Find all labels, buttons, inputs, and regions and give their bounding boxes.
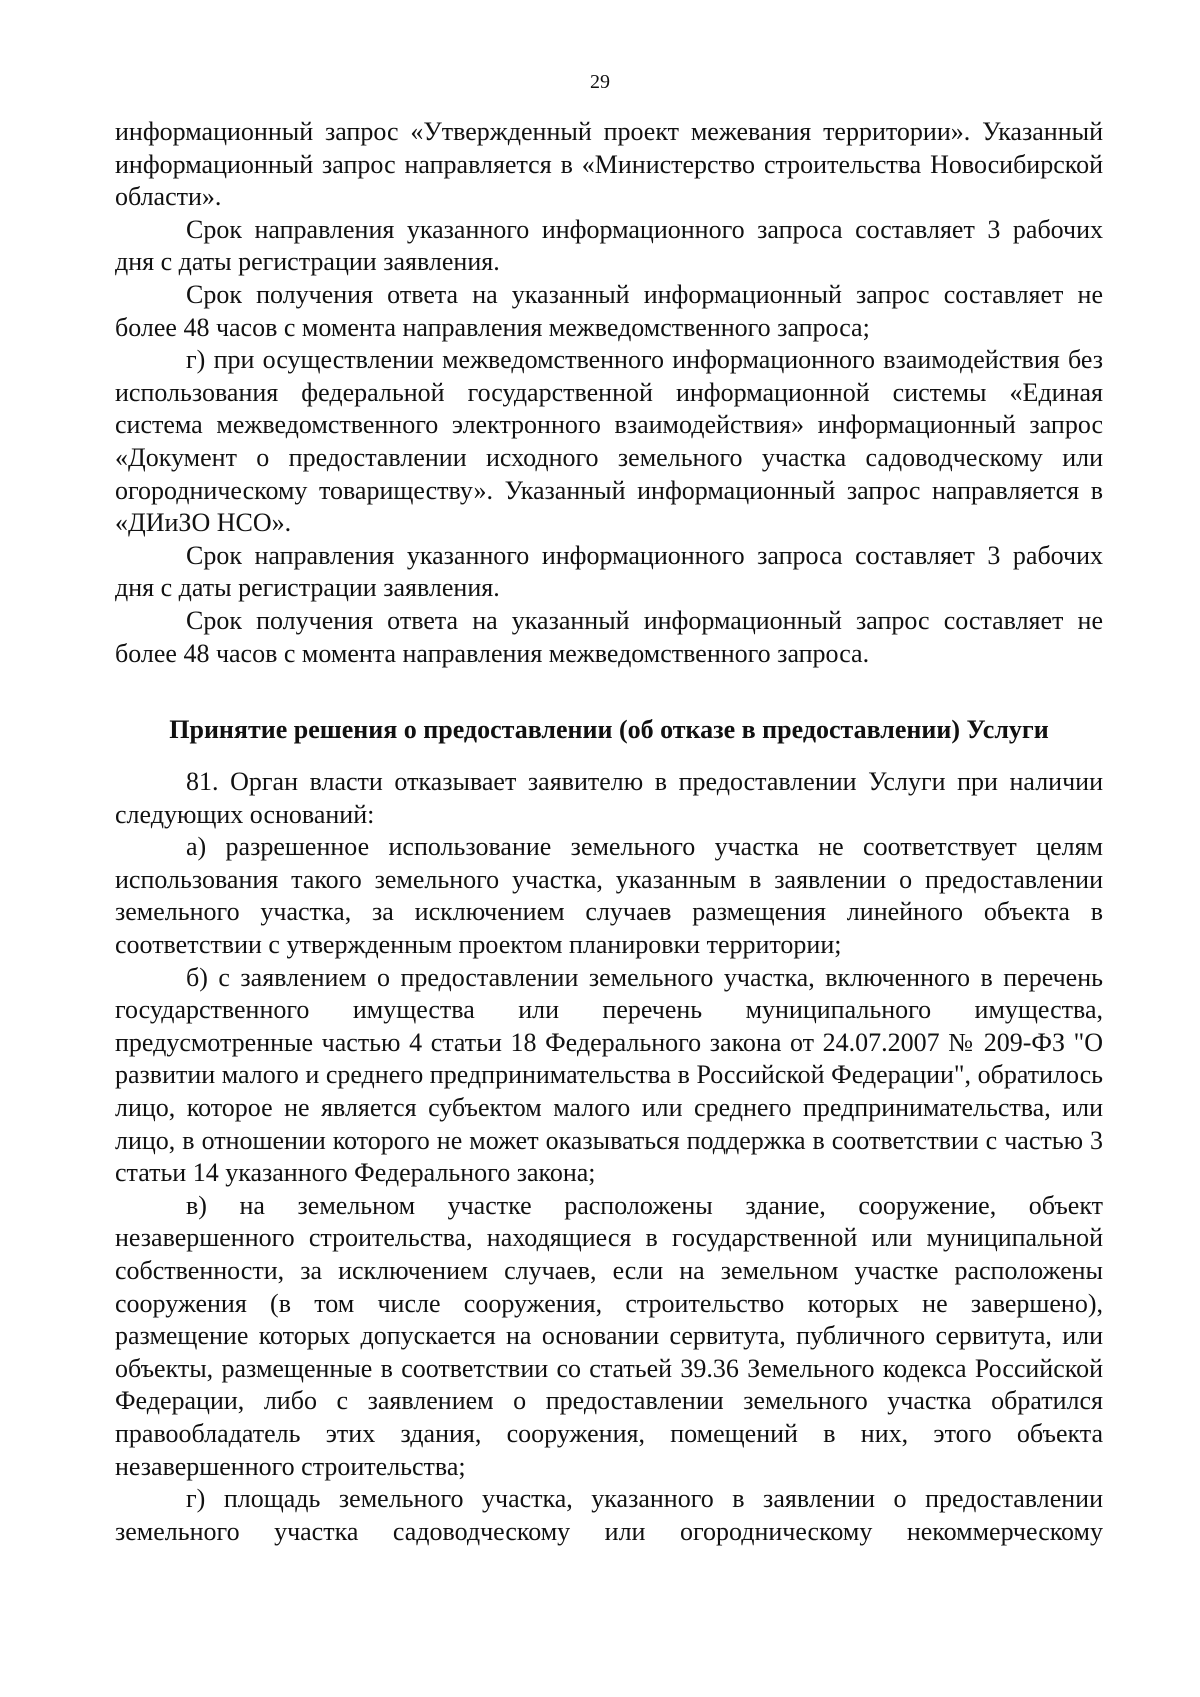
paragraph: Срок направления указанного информационного запроса составляет 3 рабочих дня с даты регистрации заявления.	[115, 214, 1103, 277]
paragraph-item-g-2: г) площадь земельного участка, указанного в заявлении о предоставлении земельного участка садоводческому или огородническому некоммерческому	[115, 1484, 1103, 1546]
page-number: 29	[590, 71, 610, 93]
paragraph-item-g: г) при осуществлении межведомственного информационного взаимодействия без использования федеральной государственной информационной системы «Единая система межведомственного электронного взаимодействия» информационный запрос «Документ о предоставлении исходного земельного участка садоводческому или огородническому товариществу». Указанный информационный запрос направляется в «ДИиЗО НСО».	[115, 345, 1103, 538]
paragraph-item-v: в) на земельном участке расположены здание, сооружение, объект незавершенного строительства, находящиеся в государственной или муниципальной собственности, за исключением случаев, если на земельном участке расположены сооружения (в том числе сооружения, строительство которых не завершено), размещение которых допускается на основании сервитута, публичного сервитута, или объекты, размещенные в соответствии со статьей 39.36 Земельного кодекса Российской Федерации, либо с заявлением о предоставлении земельного участка обратился правообладатель этих здания, сооружения, помещений в них, этого объекта незавершенного строительства;	[115, 1190, 1103, 1481]
section-heading: Принятие решения о предоставлении (об отказе в предоставлении) Услуги	[169, 715, 1049, 745]
paragraph-81: 81. Орган власти отказывает заявителю в предоставлении Услуги при наличии следующих оснований:	[115, 767, 1103, 829]
paragraph: Срок получения ответа на указанный информационный запрос составляет не более 48 часов с момента направления межведомственного запроса;	[115, 279, 1103, 342]
paragraph-item-a: а) разрешенное использование земельного участка не соответствует целям использования такого земельного участка, указанным в заявлении о предоставлении земельного участка, за исключением случаев размещения линейного объекта в соответствии с утвержденным проектом планировки территории;	[115, 832, 1103, 960]
paragraph: Срок получения ответа на указанный информационный запрос составляет не более 48 часов с момента направления межведомственного запроса.	[115, 605, 1103, 668]
paragraph-continuation: информационный запрос «Утвержденный проект межевания территории». Указанный информационный запрос направляется в «Министерство строительства Новосибирской области».	[115, 117, 1103, 212]
document-body	[115, 116, 1103, 1548]
paragraph-item-b: б) с заявлением о предоставлении земельного участка, включенного в перечень государственного имущества или перечень муниципального имущества, предусмотренные частью 4 статьи 18 Федерального закона от 24.07.2007 № 209-ФЗ "О развитии малого и среднего предпринимательства в Российской Федерации", обратилось лицо, которое не является субъектом малого или среднего предпринимательства, или лицо, в отношении которого не может оказываться поддержка в соответствии с частью 3 статьи 14 указанного Федерального закона;	[115, 962, 1103, 1188]
paragraph: Срок направления указанного информационного запроса составляет 3 рабочих дня с даты регистрации заявления.	[115, 540, 1103, 603]
